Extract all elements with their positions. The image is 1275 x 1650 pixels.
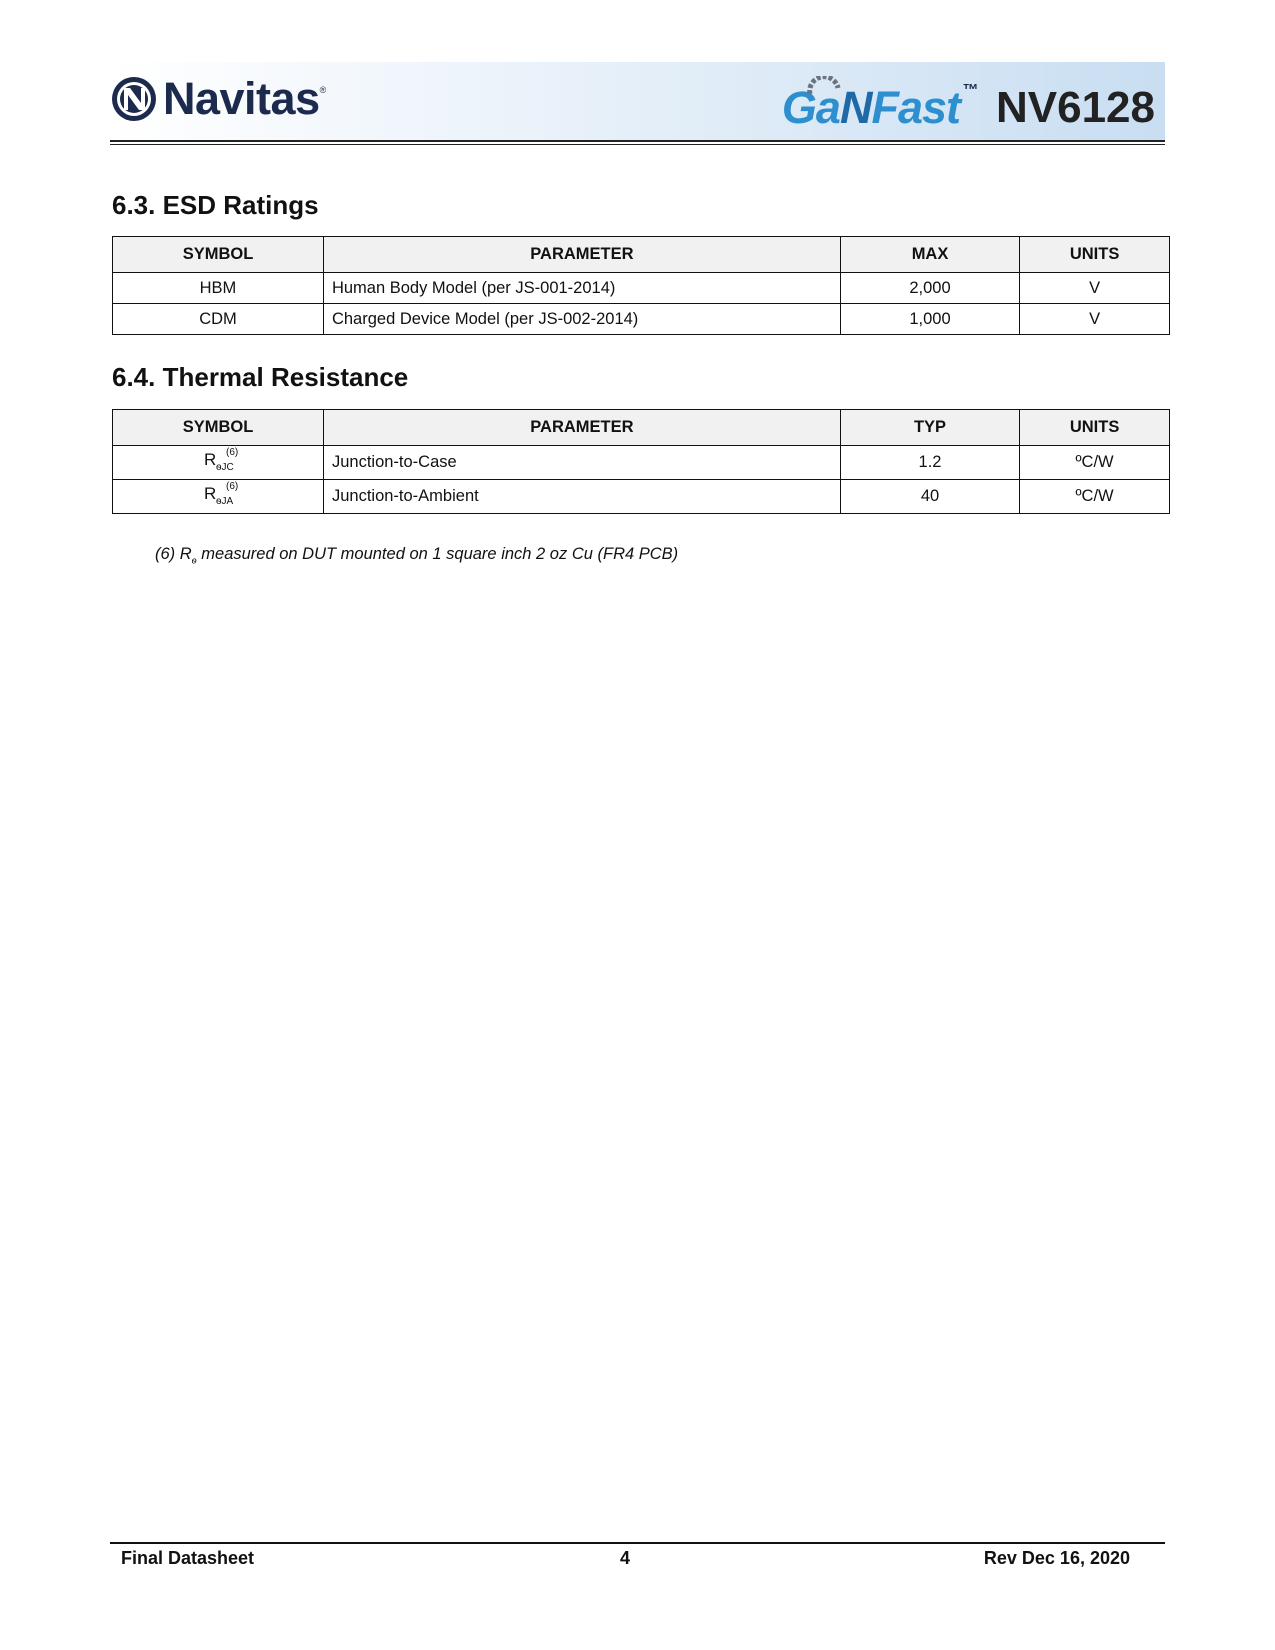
esd-table bbox=[112, 236, 1170, 335]
cell-symbol: HBM bbox=[113, 273, 324, 304]
table-row bbox=[113, 480, 1170, 514]
cell-parameter: Junction-to-Ambient bbox=[323, 480, 840, 514]
header-rule bbox=[110, 140, 1165, 142]
table-row bbox=[113, 304, 1170, 335]
cell-value: 40 bbox=[840, 480, 1019, 514]
trademark-symbol: ™ bbox=[961, 82, 978, 99]
ganfast-wordmark: GaNFast bbox=[781, 82, 960, 133]
cell-symbol bbox=[113, 480, 324, 514]
col-typ: TYP bbox=[840, 410, 1019, 446]
footnote-6: (6) $R_ѳ$ measured on DUT mounted on 1 square inch 2 oz Cu (FR4 PCB) bbox=[155, 545, 679, 566]
cell-units: V bbox=[1020, 273, 1170, 304]
cell-units: ºC/W bbox=[1020, 446, 1170, 480]
cell-value: 1,000 bbox=[840, 304, 1019, 335]
cell-units: V bbox=[1020, 304, 1170, 335]
ganfast-speed-icon bbox=[806, 76, 842, 96]
page-number: 4 bbox=[620, 1548, 631, 1568]
thermal-table bbox=[112, 409, 1170, 514]
symbol-r-theta-jc: R ѳJC (6) bbox=[203, 447, 239, 473]
col-units: UNITS bbox=[1020, 237, 1170, 273]
cell-units: ºC/W bbox=[1020, 480, 1170, 514]
symbol-r-theta-ja: R ѳJA (6) bbox=[203, 481, 239, 507]
table-header-row bbox=[113, 410, 1170, 446]
footer-revision: Rev Dec 16, 2020 bbox=[983, 1548, 1130, 1568]
cell-symbol: CDM bbox=[113, 304, 324, 335]
cell-value: 2,000 bbox=[840, 273, 1019, 304]
cell-parameter: Human Body Model (per JS-001-2014) bbox=[323, 273, 840, 304]
esd-heading: 6.3. ESD Ratings bbox=[112, 190, 319, 220]
col-parameter: PARAMETER bbox=[323, 237, 840, 273]
ganfast-logo bbox=[782, 72, 1155, 136]
col-max: MAX bbox=[840, 237, 1019, 273]
cell-value: 1.2 bbox=[840, 446, 1019, 480]
footer-rule bbox=[110, 1542, 1165, 1544]
cell-symbol bbox=[113, 446, 324, 480]
col-units: UNITS bbox=[1020, 410, 1170, 446]
table-row bbox=[113, 446, 1170, 480]
navitas-logo bbox=[111, 74, 326, 124]
col-parameter: PARAMETER bbox=[323, 410, 840, 446]
header-rule-thin bbox=[110, 144, 1165, 145]
cell-parameter: Junction-to-Case bbox=[323, 446, 840, 480]
table-header-row bbox=[113, 237, 1170, 273]
thermal-heading: 6.4. Thermal Resistance bbox=[112, 362, 409, 392]
navitas-wordmark: Navitas® bbox=[163, 73, 326, 124]
table-row bbox=[113, 273, 1170, 304]
footer-doc-type: Final Datasheet bbox=[121, 1548, 255, 1568]
cell-parameter: Charged Device Model (per JS-002-2014) bbox=[323, 304, 840, 335]
part-number: NV6128 bbox=[995, 83, 1155, 132]
col-symbol: SYMBOL bbox=[113, 410, 324, 446]
col-symbol: SYMBOL bbox=[113, 237, 324, 273]
navitas-logo-icon bbox=[111, 76, 157, 122]
